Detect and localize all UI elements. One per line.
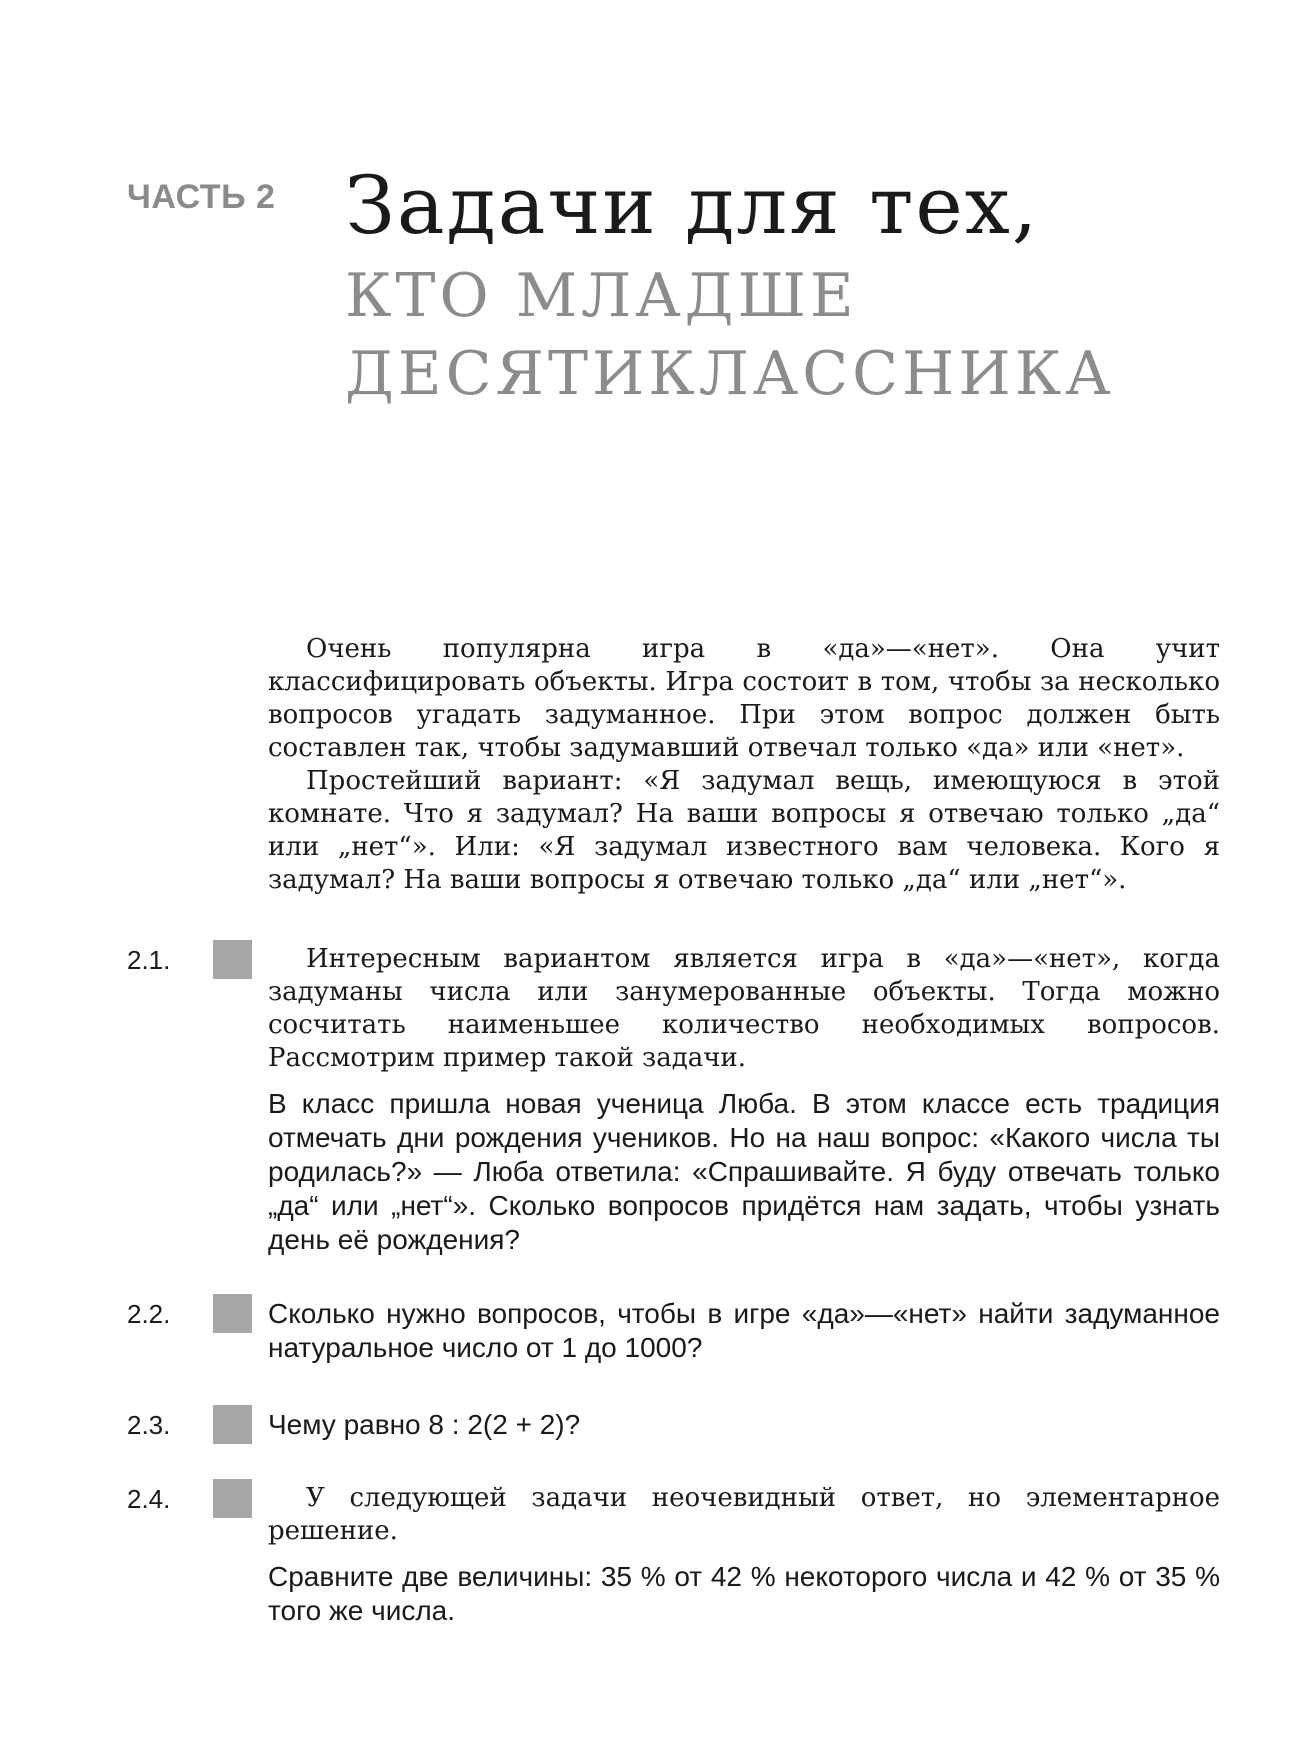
difficulty-marker — [213, 1294, 252, 1333]
problem-text: Сколько нужно вопросов, чтобы в игре «да»—«нет» найти задуманное натуральное число от 1 до 1000? — [268, 1298, 1220, 1363]
problem-lead: Интересным вариантом является игра в «да»—«нет», когда задуманы числа или занумерованные объекты. Тогда можно сосчитать наименьшее количество необходимых вопросов. Рассмотрим пример такой задачи. — [268, 944, 1220, 1073]
difficulty-marker — [213, 1479, 252, 1518]
difficulty-marker — [213, 940, 252, 979]
title-line-3: ДЕСЯТИКЛАССНИКА — [345, 339, 1115, 409]
title-line-1: Задачи для тех, — [345, 159, 1040, 252]
intro-text — [268, 633, 1220, 897]
difficulty-marker — [213, 1405, 252, 1444]
problem-number: 2.1. — [127, 945, 171, 975]
problem-text: Сравните две величины: 35 % от 42 % некоторого числа и 42 % от 35 % того же числа. — [268, 1561, 1220, 1626]
problem-text: Чему равно 8 : 2(2 + 2)? — [268, 1409, 581, 1440]
problem-body — [268, 1408, 1220, 1442]
problem-body — [268, 1297, 1220, 1365]
chapter-title — [345, 159, 1115, 409]
problem-text: В класс пришла новая ученица Люба. В этом классе есть традиция отмечать дни рождения учеников. Но на наш вопрос: «Какого числа ты родилась?» — Люба ответила: «Спрашивайте. Я буду отвечать только „да“ или „нет“». Сколько вопросов придётся нам задать, чтобы узнать день её рождения? — [268, 1088, 1220, 1255]
problem-number: 2.3. — [127, 1410, 171, 1440]
problem-body — [268, 1482, 1220, 1628]
problem-body — [268, 943, 1220, 1257]
problem-number: 2.2. — [127, 1299, 171, 1329]
title-line-2: КТО МЛАДШЕ — [345, 261, 858, 331]
intro-paragraph-1: Очень популярна игра в «да»—«нет». Она учит классифицировать объекты. Игра состоит в том, чтобы за несколько вопросов угадать задуманное. При этом вопрос должен быть составлен так, чтобы задумавший отвечал только «да» или «нет». — [268, 634, 1220, 763]
problem-lead: У следующей задачи неочевидный ответ, но элементарное решение. — [268, 1483, 1220, 1546]
problem-number: 2.4. — [127, 1484, 171, 1514]
intro-paragraph-2: Простейший вариант: «Я задумал вещь, имеющуюся в этой комнате. Что я задумал? На ваши вопросы я отвечаю только „да“ или „нет“». Или: «Я задумал известного вам человека. Кого я задумал? На ваши вопросы я отвечаю только „да“ или „нет“». — [268, 766, 1220, 895]
part-label: ЧАСТЬ 2 — [127, 178, 276, 216]
